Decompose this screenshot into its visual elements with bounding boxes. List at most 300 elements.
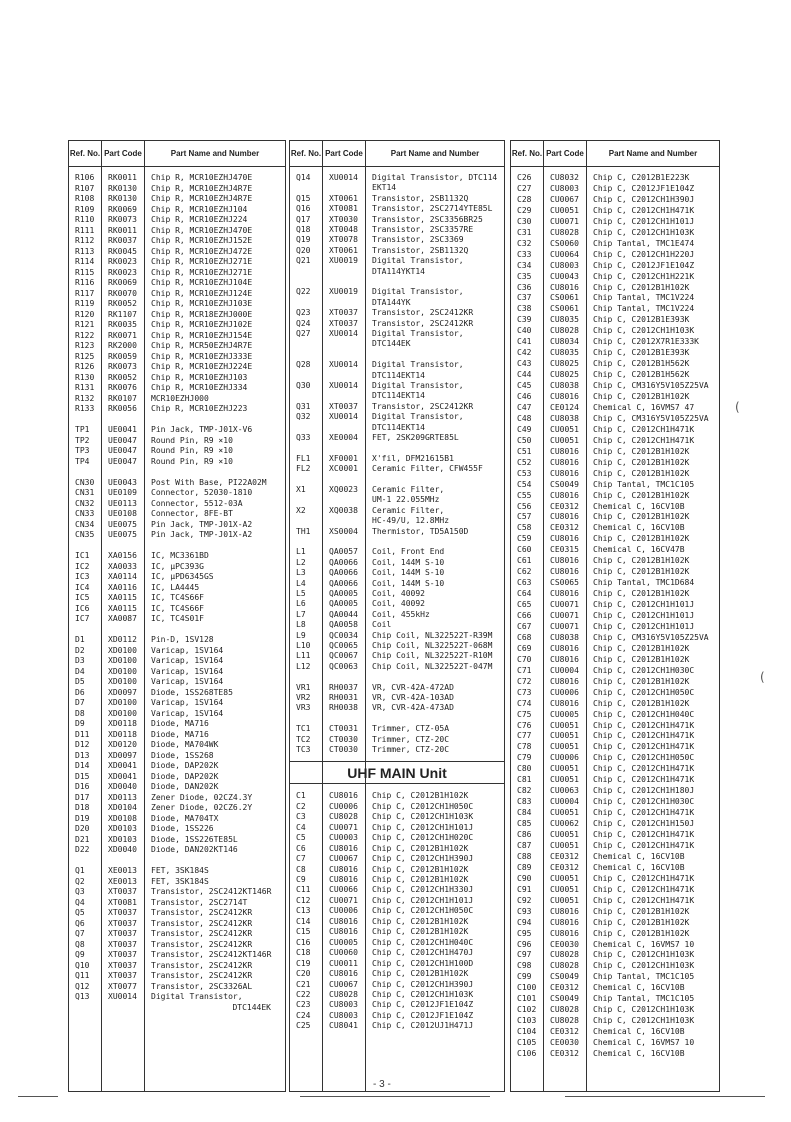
part-code-cell: CU0051	[550, 764, 579, 774]
table-row	[290, 277, 504, 287]
table-row	[290, 959, 504, 969]
part-code-cell: XQ0023	[329, 485, 358, 494]
part-code-cell: QA0066	[329, 557, 358, 567]
part-name-cell: Chip C, C2012B1E223K	[593, 173, 690, 182]
part-name-cell: Chip C, C2012JF1E104Z	[372, 1010, 474, 1020]
ref-cell: TC3	[296, 745, 311, 754]
part-name-cell: Chip C, CM316Y5V105Z25VA	[593, 632, 709, 642]
ref-cell: L3	[296, 568, 306, 578]
part-name-cell: Chip C, C2012CH1H030C	[593, 797, 695, 807]
part-code-cell: CU0051	[550, 435, 579, 445]
table-row	[69, 446, 285, 456]
table-row	[511, 1005, 719, 1015]
part-code-cell: XD0100	[108, 645, 137, 655]
part-code-cell: CU0051	[550, 808, 579, 818]
part-name-cell: DTC144EK	[372, 339, 411, 349]
ref-cell: C81	[517, 775, 532, 785]
ref-cell: C32	[517, 238, 532, 248]
part-name-cell: Chip C, C2012B1H562K	[593, 370, 690, 380]
ref-cell: C92	[517, 895, 532, 905]
part-code-cell: CU0011	[329, 958, 358, 968]
ref-cell: C27	[517, 183, 532, 193]
table-row	[290, 693, 504, 703]
part-code-cell: CU8003	[329, 1000, 358, 1010]
table-row	[511, 1038, 719, 1048]
part-name-cell: Transistor, 2SC2714T	[151, 897, 248, 907]
table-row	[290, 443, 504, 453]
part-name-cell: Post With Base, PI22A02M	[151, 477, 267, 487]
header-ref: Ref. No.	[69, 141, 102, 166]
part-code-cell: CS0060	[550, 238, 579, 248]
part-name-cell: Trimmer, CTZ-20C	[372, 745, 450, 754]
part-code-cell: RK0069	[108, 204, 137, 214]
ref-cell: C43	[517, 359, 532, 369]
part-name-cell: Chip C, C2012B1H102K	[372, 791, 469, 801]
part-name-cell: Chip R, MCR10EZHJ102E	[151, 320, 253, 329]
part-code-cell: CE0124	[550, 402, 579, 412]
part-code-cell: RK0011	[108, 173, 137, 182]
ref-cell: C77	[517, 731, 532, 741]
ref-cell: C94	[517, 917, 532, 927]
part-code-cell: CU0051	[550, 884, 579, 894]
ref-cell: C87	[517, 840, 532, 850]
part-code-cell: QA0066	[329, 568, 358, 578]
part-name-cell: Chemical C, 16CV10B	[593, 501, 685, 511]
table-row	[69, 856, 285, 866]
table-row	[511, 359, 719, 369]
part-code-cell: XU0014	[329, 381, 358, 390]
part-code-cell: CU8003	[550, 183, 579, 193]
ref-cell: VR3	[296, 703, 311, 713]
table-row	[511, 545, 719, 555]
table-row	[290, 298, 504, 308]
table-row	[290, 235, 504, 245]
ref-cell: C42	[517, 348, 532, 358]
part-name-cell: Diode, DAP202K	[151, 771, 219, 781]
ref-cell: L1	[296, 547, 306, 557]
part-name-cell: Chip C, C2012B1H102K	[593, 643, 690, 653]
table-row	[290, 589, 504, 599]
ref-cell: C29	[517, 205, 532, 215]
ref-cell: R117	[75, 288, 95, 298]
part-name-cell: Transistor, 2SB1132Q	[372, 245, 469, 255]
part-code-cell: XA0087	[108, 614, 137, 623]
part-name-cell: Transistor, 2SC2412KR	[372, 401, 474, 411]
table-row	[511, 940, 719, 950]
part-code-cell: XE0013	[108, 876, 137, 886]
table-row	[511, 742, 719, 752]
part-code-cell: CU8016	[329, 916, 358, 926]
part-name-cell: Round Pin, R9 ×10	[151, 456, 233, 466]
table-row	[290, 371, 504, 381]
part-name-cell: Chip C, C2012CH1H101J	[593, 611, 695, 620]
table-row	[511, 688, 719, 698]
ref-cell: L8	[296, 620, 306, 630]
part-code-cell: CU8016	[550, 567, 579, 577]
ref-cell: C90	[517, 873, 532, 883]
part-name-cell: Pin Jack, TMP-J01X-A2	[151, 519, 253, 529]
part-code-cell: CU8016	[550, 468, 579, 478]
table-row	[511, 874, 719, 884]
table-row	[290, 917, 504, 927]
part-name-cell: Connector, 52030-1810	[151, 488, 253, 497]
part-code-cell: CU8032	[550, 173, 579, 182]
ref-cell: C86	[517, 830, 532, 839]
ref-cell: C8	[296, 864, 306, 874]
table-row	[69, 919, 285, 929]
part-name-cell: Chip C, C2012JF1E104Z	[593, 183, 695, 193]
part-name-cell: Chip C, C2012CH1H101J	[593, 621, 695, 631]
part-name-cell: Chip C, C2012CH1H150J	[593, 819, 695, 829]
table-row	[69, 877, 285, 887]
part-name-cell: Coil, 455kHz	[372, 609, 430, 619]
part-code-cell: CU8016	[550, 654, 579, 664]
part-name-cell: Chip R, MCR50EZHJ4R7E	[151, 341, 253, 350]
table-row	[511, 994, 719, 1004]
table-row	[511, 1016, 719, 1026]
ref-cell: C37	[517, 293, 532, 303]
ref-cell: IC6	[75, 603, 90, 613]
part-name-cell: VR, CVR-42A-472AD	[372, 682, 454, 692]
table-row	[69, 971, 285, 981]
part-code-cell: CU0051	[550, 775, 579, 785]
part-name-cell: DTC114EKT14	[372, 391, 425, 401]
part-code-cell: CU8016	[329, 969, 358, 979]
part-name-cell: Chip C, C2012B1H102K	[593, 906, 690, 916]
part-name-cell: Digital Transistor,	[372, 360, 464, 370]
part-name-cell: Chip C, C2012B1H102K	[593, 654, 690, 664]
part-code-cell: RK0070	[108, 288, 137, 298]
part-code-cell: XT0037	[108, 939, 137, 949]
part-name-cell: Chip Tantal, TMC1C105	[593, 994, 695, 1004]
part-code-cell: UE0108	[108, 509, 137, 518]
ref-cell: C21	[296, 979, 311, 989]
part-code-cell: XA0115	[108, 603, 137, 613]
table-row	[290, 724, 504, 734]
part-code-cell: CU8016	[329, 791, 358, 801]
ref-cell: C72	[517, 676, 532, 686]
ref-cell: C39	[517, 315, 532, 325]
part-name-cell: Chip C, C2012B1H102K	[372, 969, 469, 979]
header-part-code: Part Code	[544, 141, 587, 166]
part-name-cell: Chip C, C2012B1H102K	[593, 928, 690, 938]
part-code-cell: RK0023	[108, 267, 137, 277]
table-row	[69, 425, 285, 435]
table-row	[290, 641, 504, 651]
table-row	[290, 391, 504, 401]
table-row	[69, 562, 285, 572]
part-code-cell: CU8016	[550, 698, 579, 708]
part-name-cell: Chip R, MCR10EZHJ104E	[151, 278, 253, 287]
part-name-cell: Chip C, C2012CH1H103K	[593, 1005, 695, 1015]
header-part-name: Part Name and Number	[608, 149, 698, 158]
table-row	[290, 246, 504, 256]
table-row	[290, 475, 504, 485]
part-code-cell: UE0047	[108, 435, 137, 445]
part-name-cell: Varicap, 1SV164	[151, 698, 224, 707]
part-name-cell: Zener Diode, 02CZ6.2Y	[151, 803, 253, 812]
part-name-cell: Chip C, C2012CH1H330J	[372, 885, 474, 895]
part-name-cell: Chip C, C2012CH1H030C	[593, 665, 695, 675]
ref-cell: Q4	[75, 897, 85, 907]
ref-cell: L2	[296, 557, 306, 567]
table-row	[290, 927, 504, 937]
part-name-cell: Chip C, C2012CH1H101J	[372, 895, 474, 905]
part-code-cell: XU0014	[329, 360, 358, 370]
part-name-cell: Chip C, C2012CH1H103K	[372, 989, 474, 999]
part-code-cell: CU8041	[329, 1021, 358, 1031]
part-name-cell: Chip C, C2012B1H102K	[593, 446, 690, 456]
part-code-cell: CU8028	[329, 989, 358, 999]
footer-rule	[300, 1096, 490, 1097]
ref-cell: R112	[75, 236, 95, 245]
part-name-cell: Transistor, 2SC2412KR	[151, 908, 253, 917]
table-row	[511, 918, 719, 928]
ref-cell: R110	[75, 215, 95, 224]
ref-cell: D9	[75, 719, 85, 728]
part-name-cell: Connector, 8FE-BT	[151, 509, 233, 518]
ref-cell: TP2	[75, 435, 90, 445]
part-code-cell: RH0031	[329, 693, 358, 702]
part-code-cell: XS0004	[329, 526, 358, 536]
part-name-cell: Chip C, C2012CH1H471K	[593, 435, 695, 445]
table-row	[69, 173, 285, 183]
part-code-cell: XD0108	[108, 813, 137, 823]
part-code-cell: XD0100	[108, 666, 137, 676]
part-name-cell: Chip Tantal, TMC1C105	[593, 972, 695, 982]
ref-cell: R113	[75, 246, 95, 256]
table-row	[511, 293, 719, 303]
part-code-cell: QA0066	[329, 578, 358, 588]
part-name-cell: Digital Transistor,	[372, 412, 464, 422]
part-name-cell: Chemical C, 16CV10B	[593, 1049, 685, 1058]
part-name-cell: Chip C, C2012B1H102K	[372, 916, 469, 926]
table-row	[69, 436, 285, 446]
table-row	[69, 593, 285, 603]
part-name-cell: Chip C, C2012CH1H103K	[593, 1016, 695, 1026]
table-row	[511, 217, 719, 227]
part-name-cell: Digital Transistor, DTC114	[372, 173, 498, 182]
table-row	[69, 698, 285, 708]
table-row	[290, 938, 504, 948]
part-code-cell: XD0100	[108, 677, 137, 686]
part-code-cell: XU0014	[329, 412, 358, 422]
ref-cell: R119	[75, 299, 95, 308]
table-row	[69, 761, 285, 771]
table-row	[290, 1011, 504, 1021]
ref-cell: D18	[75, 803, 90, 812]
ref-cell: D14	[75, 761, 90, 770]
table-row	[290, 662, 504, 672]
part-code-cell: XD0097	[108, 687, 137, 697]
part-code-cell: CU0071	[550, 216, 579, 226]
part-code-cell: CU8016	[329, 843, 358, 853]
table-row	[511, 250, 719, 260]
part-code-cell: CU0063	[550, 786, 579, 796]
ref-cell: D5	[75, 677, 85, 686]
table-row	[290, 329, 504, 339]
table-row	[69, 499, 285, 509]
part-name-cell: Chip C, C2012B1H102K	[593, 698, 690, 708]
part-code-cell: CU0062	[550, 819, 579, 829]
table-row	[290, 875, 504, 885]
part-code-cell: CU8028	[329, 812, 358, 822]
table-row	[290, 204, 504, 214]
part-code-cell: RK0011	[108, 225, 137, 235]
part-name-cell: Pin-D, 1SV128	[151, 635, 214, 644]
ref-cell: C38	[517, 304, 532, 314]
part-name-cell: Transistor, 2SC2412KR	[372, 308, 474, 318]
part-code-cell: QC0065	[329, 641, 358, 650]
table-row	[290, 885, 504, 895]
part-name-cell: Chip C, C2012CH1H471K	[593, 424, 695, 434]
table-row	[290, 412, 504, 422]
part-name-cell: DTC114EKT14	[372, 370, 425, 380]
part-code-cell: CU0051	[550, 205, 579, 215]
ref-cell: Q23	[296, 308, 311, 318]
part-name-cell: Chip Coil, NL322522T-047M	[372, 661, 493, 671]
part-code-cell: CU0051	[550, 840, 579, 850]
table-row	[69, 635, 285, 645]
table-row	[290, 651, 504, 661]
part-name-cell: Chip C, C2012CH1H471K	[593, 884, 695, 894]
part-name-cell: Chemical C, 16CV10B	[593, 983, 685, 993]
ref-cell: C105	[517, 1038, 537, 1048]
part-code-cell: XU0014	[329, 329, 358, 338]
table-row	[69, 604, 285, 614]
ref-cell: CN32	[75, 498, 95, 508]
part-code-cell: RK0052	[108, 299, 137, 308]
table-row	[290, 402, 504, 412]
ref-cell: Q11	[75, 971, 90, 980]
table-row	[511, 786, 719, 796]
part-code-cell: CS0065	[550, 578, 579, 588]
ref-cell: L11	[296, 651, 311, 661]
part-name-cell: Chip R, MCR10EZHJ472E	[151, 246, 253, 256]
ref-cell: C45	[517, 381, 532, 391]
table-row	[511, 315, 719, 325]
part-code-cell: CU8016	[329, 864, 358, 874]
ref-cell: C22	[296, 989, 311, 999]
ref-cell: C64	[517, 589, 532, 599]
ref-cell: C11	[296, 885, 311, 895]
part-name-cell: Chip C, C2012CH1H470J	[372, 948, 474, 958]
table-row	[69, 719, 285, 729]
part-code-cell: CU0071	[550, 611, 579, 620]
ref-cell: C13	[296, 906, 311, 916]
table-row	[290, 547, 504, 557]
part-code-cell: CU0051	[550, 742, 579, 752]
part-name-cell: Chip R, MCR18EZHJ000E	[151, 309, 253, 319]
ref-cell: Q28	[296, 360, 311, 370]
table-row	[290, 906, 504, 916]
ref-cell: C15	[296, 927, 311, 937]
table-row	[511, 611, 719, 621]
part-name-cell: Diode, DAN202K	[151, 782, 219, 791]
table-row	[290, 183, 504, 193]
table-row	[290, 194, 504, 204]
part-code-cell: XD0100	[108, 708, 137, 718]
part-name-cell: Chip C, C2012CH1H471K	[593, 731, 695, 741]
ref-cell: C58	[517, 523, 532, 533]
ref-cell: C80	[517, 764, 532, 774]
part-name-cell: Chip C, C2012B1E393K	[593, 348, 690, 358]
part-code-cell: XD0100	[108, 698, 137, 707]
table-row	[69, 383, 285, 393]
table-row	[290, 812, 504, 822]
part-code-cell: CU8034	[550, 337, 579, 347]
table-row	[511, 896, 719, 906]
part-name-cell: Chip C, C2012B1H102K	[593, 556, 690, 566]
table-row	[69, 299, 285, 309]
ref-cell: C85	[517, 819, 532, 829]
part-name-cell: Chemical C, 16VMS7 10	[593, 1038, 695, 1048]
part-code-cell: CU0006	[550, 687, 579, 697]
part-code-cell: CU8016	[550, 676, 579, 686]
part-name-cell: Chemical C, 16CV10B	[593, 862, 685, 872]
table-row	[69, 404, 285, 414]
table-row	[290, 802, 504, 812]
table-row	[69, 289, 285, 299]
table-row	[511, 721, 719, 731]
part-name-cell: Chip C, C2012CH1H103K	[593, 227, 695, 237]
table-row	[69, 793, 285, 803]
part-name-cell: Chip C, C2012CH1H101J	[593, 600, 695, 610]
ref-cell: C12	[296, 895, 311, 905]
part-code-cell: RK0069	[108, 278, 137, 287]
part-name-cell: Chip C, C2012JF1E104Z	[372, 1000, 474, 1010]
part-name-cell: Chip C, C2012CH1H040C	[593, 709, 695, 719]
table-row	[511, 578, 719, 588]
part-name-cell: Chip C, C2012CH1H471K	[593, 808, 695, 818]
ref-cell: C51	[517, 446, 532, 456]
part-name-cell: Transistor, 2SC2412KT146R	[151, 887, 272, 896]
part-code-cell: CS0049	[550, 994, 579, 1004]
ref-cell: C60	[517, 545, 532, 555]
part-name-cell: Transistor, 2SC2412KR	[151, 960, 253, 970]
part-name-cell: Chip R, MCR10EZHJ4R7E	[151, 194, 253, 203]
table-row	[290, 854, 504, 864]
table-row	[69, 803, 285, 813]
ref-cell: C96	[517, 939, 532, 949]
part-code-cell: XT0037	[329, 308, 358, 318]
part-name-cell: Chip C, C2012CH1H471K	[593, 830, 695, 839]
part-code-cell: CU8028	[550, 227, 579, 237]
part-code-cell: CS0061	[550, 293, 579, 303]
table-row	[290, 620, 504, 630]
table-row	[511, 556, 719, 566]
ref-cell: L7	[296, 609, 306, 619]
ref-cell: R120	[75, 309, 95, 319]
table-row	[290, 225, 504, 235]
part-name-cell: Diode, MA704TX	[151, 813, 219, 823]
ref-cell: D19	[75, 813, 90, 823]
part-code-cell: CU0043	[550, 271, 579, 281]
part-code-cell: XQ0038	[329, 505, 358, 515]
part-code-cell: QC0034	[329, 630, 358, 640]
part-name-cell: DTA144YK	[372, 297, 411, 307]
part-code-cell: XC0001	[329, 464, 358, 474]
part-code-cell: XF0001	[329, 453, 358, 463]
table-row	[511, 600, 719, 610]
part-name-cell: Diode, MA704WK	[151, 740, 219, 749]
part-name-cell: Chip C, C2012CH1H471K	[593, 720, 695, 730]
part-name-cell: Chip C, C2012CH1H471K	[593, 205, 695, 215]
table-row	[511, 830, 719, 840]
ref-cell: C89	[517, 862, 532, 872]
part-name-cell: Diode, MA716	[151, 719, 209, 728]
part-name-cell: Chip C, C2012CH1H050C	[372, 906, 474, 916]
